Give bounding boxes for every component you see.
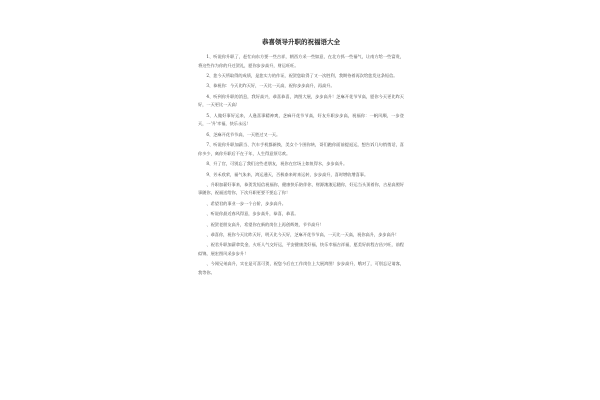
paragraph: 6、芝麻开花节节高，一天胜过又一天。	[206, 131, 281, 137]
document-body	[198, 53, 404, 279]
paragraph: 7、听说你升职加薪当、汽车手机都新换，美女个个围你转，哥们跑你面前提退运，想告诉几句悄悄话，喜你多少，离你升职后不在于年，人生得意须尽欢。	[198, 142, 404, 156]
paragraph: 9、芳禾欣荣，福气朱来，鸿运通天，否极泰来时来运转，步步高升，喜时增收增喜事。	[206, 171, 369, 177]
paragraph: 、希望君的事业一步一个台阶，步步高升。	[206, 200, 286, 206]
paragraph: 5、人做好事好运来，人逢喜事精神爽，芝麻开花节节高，好友升职步步高，祝福你：一帆风顺，一步登天，一'升'幸福，快乐永远！	[198, 112, 404, 127]
paragraph: 4、听到你升职的消息，我好高兴，恭喜恭喜，鸿图大展，步步高升！芝麻开花节节高，愿你今天更比昨天好，一天更比一天高！	[198, 93, 404, 108]
document-title: 恭喜领导升职的祝福语大全	[262, 38, 340, 46]
paragraph: 2、您今天所取得的成绩，是您实力的作证，祝贺您取得了又一次胜利，我期待着再次给您发这条短信。	[206, 72, 398, 78]
paragraph: 、恭喜你，祝你今天比昨天好，明天比今天好，芝麻开花节节高，一天比一天高，祝你高升，步步高升！	[206, 232, 400, 238]
paragraph: 8、升了官，可别忘了我们这些老朋友，祝你在官场上如鱼得水，步步高升。	[206, 161, 348, 167]
paragraph: 、祝君升职加薪拿奖金，火旺人气交好运，平安健康美好福，快乐幸福吉祥福，愿美好前程吉昌兴旺，前程似锦，展宏图风采步步升！	[198, 242, 404, 257]
paragraph: 、祝贺老朋友高升，希望你在新的岗位上再创辉煌，节节高升！	[206, 221, 324, 227]
document-page	[198, 38, 404, 368]
paragraph: 、升职加薪好事来，恭贺发短信祝福你，健康快乐陪伴你，财源滚滚运随你，好运当头顶着你，吉星高照好事随你，祝福送给你，下次升职更要不要忘了你！	[198, 181, 404, 196]
paragraph: 1、听说你升职了，赶忙向东方要一些吉祥，朝西方采一些如意，在北方抓一些福气，让南方给一些富贵，将这些作为你的升迁贺礼，愿你步步高升，财运旺旺。	[198, 54, 404, 68]
paragraph: 3、恭祝你：今天比昨天好，一天比一天高，祝你步步高升，再高升。	[206, 83, 335, 89]
paragraph: 、今闻兄弟高升，实在是可喜可贺，祝您今后在工作岗位上大展鸿图！步步高升，哦对了，可别忘记请客，我等你。	[198, 261, 404, 276]
paragraph: 、听说你最近春风得意，步步高升，恭喜，恭喜。	[206, 211, 299, 217]
